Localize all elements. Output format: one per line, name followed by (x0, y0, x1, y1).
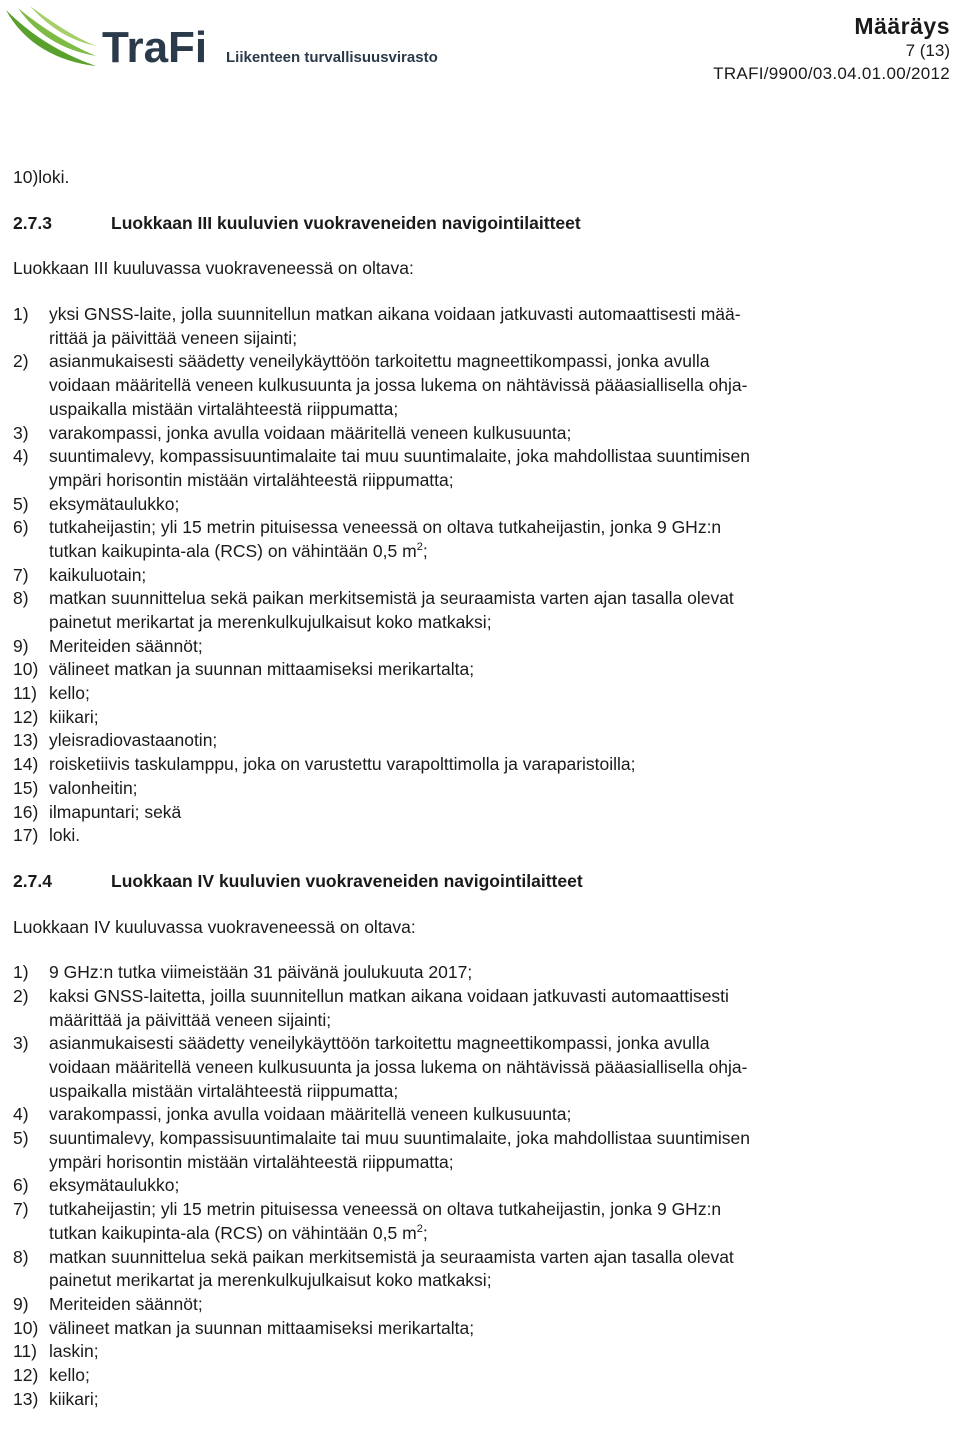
list-item-text: yleisradiovastaanotin; (49, 730, 218, 751)
logo-wordmark: TraFi (102, 23, 208, 72)
list-item (13, 1032, 958, 1103)
list-item (13, 777, 958, 801)
list-item-number: 2) (13, 351, 29, 372)
list-item (13, 422, 958, 446)
list-item-first-line (13, 801, 958, 825)
list-item-text: valonheitin; (49, 777, 138, 798)
list-item-number: 5) (13, 493, 29, 514)
list-item-first-line (13, 682, 958, 706)
list-item-number: 1) (13, 962, 29, 983)
list-item-number: 2) (13, 985, 29, 1006)
list-item-text: loki. (49, 825, 81, 846)
list-item-text: tutkan kaikupinta-ala (RCS) on vähintään 0,5 m (49, 540, 417, 561)
trafi-logo-mark (4, 4, 444, 74)
section-2-7-3-heading (13, 212, 958, 236)
list-item-continuation (13, 374, 958, 398)
list-item-continuation (13, 1009, 958, 1033)
list-item-text: asianmukaisesti säädetty veneilykäyttöön tarkoitettu magneettikompassi, jonka avulla (49, 351, 710, 372)
document-type: Määräys (854, 13, 950, 39)
list-item (13, 985, 958, 1032)
list-item-first-line (13, 1246, 958, 1270)
list-item-text: uspaikalla mistään virtalähteestä riippumatta; (49, 1080, 399, 1101)
list-item (13, 1103, 958, 1127)
list-item-number: 4) (13, 1104, 29, 1125)
list-item (13, 682, 958, 706)
list-item-number: 5) (13, 1128, 29, 1149)
section-2-7-4-heading (13, 870, 958, 894)
list-item-first-line (13, 658, 958, 682)
list-item-text: varakompassi, jonka avulla voidaan määritellä veneen kulkusuunta; (49, 422, 572, 443)
list-item (13, 658, 958, 682)
list-item (13, 493, 958, 517)
list-item-first-line (13, 422, 958, 446)
list-item-number: 7) (13, 1199, 29, 1220)
list-item-first-line (13, 753, 958, 777)
list-item-tail: ; (422, 1222, 428, 1243)
list-item-first-line (13, 824, 958, 848)
list-item-text: tutkaheijastin; yli 15 metrin pituisessa veneessä on oltava tutkaheijastin, jonka 9 GHz:n (49, 1199, 722, 1220)
requirement-list-class-iii (13, 303, 958, 848)
list-item-first-line (13, 1032, 958, 1056)
list-item-text: painetut merikartat ja merenkulkujulkaisut koko matkaksi; (49, 1270, 492, 1291)
list-item-first-line (13, 516, 958, 540)
list-item-number: 1) (13, 304, 29, 325)
list-item-text: laskin; (49, 1341, 99, 1362)
list-item-first-line (13, 729, 958, 753)
list-item (13, 303, 958, 350)
list-item (13, 1293, 958, 1317)
list-item-text: ilmapuntari; sekä (49, 801, 182, 822)
list-item (13, 1317, 958, 1341)
list-item-continuation (13, 398, 958, 422)
list-item-first-line (13, 1103, 958, 1127)
page-number: 7 (13) (905, 41, 950, 60)
list-item (13, 1246, 958, 1293)
list-item (13, 801, 958, 825)
logo-subtitle: Liikenteen turvallisuusvirasto (226, 49, 438, 66)
list-item-text: määrittää ja päivittää veneen sijainti; (49, 1009, 332, 1030)
list-item-continuation (13, 611, 958, 635)
list-item-text: voidaan määritellä veneen kulkusuunta ja jossa lukema on nähtävissä pääasiallisella ohja- (49, 1057, 748, 1077)
list-item-text: uspaikalla mistään virtalähteestä riippumatta; (49, 398, 399, 419)
list-item-number: 10) (13, 659, 39, 680)
list-item-number: 13) (13, 1388, 39, 1409)
list-item-first-line (13, 1198, 958, 1222)
list-item-first-line (13, 564, 958, 588)
list-item (13, 1127, 958, 1174)
list-item (13, 635, 958, 659)
list-item-number: 4) (13, 446, 29, 467)
list-item (13, 706, 958, 730)
list-item-text: rittää ja päivittää veneen sijainti; (49, 327, 298, 348)
list-item-text: kello; (49, 683, 90, 704)
list-item (13, 516, 958, 563)
list-item-number: 3) (13, 422, 29, 443)
section-number: 2.7.4 (13, 870, 52, 891)
list-item-text: roisketiivis taskulamppu, joka on varustettu varapolttimolla ja varaparistoilla; (49, 754, 636, 775)
list-item-number: 8) (13, 588, 29, 609)
list-item-first-line (13, 1293, 958, 1317)
list-item-text: yksi GNSS-laite, jolla suunnitellun matkan aikana voidaan jatkuvasti automaattisesti mää- (49, 304, 741, 325)
list-item-continuation (13, 1151, 958, 1175)
list-item-text: tutkaheijastin; yli 15 metrin pituisessa veneessä on oltava tutkaheijastin, jonka 9 GHz:n (49, 517, 722, 538)
list-item-first-line (13, 1174, 958, 1198)
list-item (13, 753, 958, 777)
list-item-text: 9 GHz:n tutka viimeistään 31 päivänä joulukuuta 2017; (49, 962, 473, 983)
list-item-text: matkan suunnittelua sekä paikan merkitsemistä ja seuraamista varten ajan tasalla olevat (49, 588, 734, 609)
list-item-number: 15) (13, 777, 39, 798)
list-item-continuation (13, 469, 958, 493)
list-item-number: 7) (13, 564, 29, 585)
list-item-first-line (13, 303, 958, 327)
list-item-text: ympäri horisontin mistään virtalähteestä riippumatta; (49, 1151, 454, 1172)
list-item-continuation (13, 1269, 958, 1293)
list-item (13, 1198, 958, 1245)
trafi-logo (4, 4, 444, 74)
list-item (13, 350, 958, 421)
section-title: Luokkaan III kuuluvien vuokraveneiden navigointilaitteet (111, 212, 581, 233)
list-item (13, 1174, 958, 1198)
list-item-first-line (13, 706, 958, 730)
list-item (13, 961, 958, 985)
list-item-first-line (13, 350, 958, 374)
list-item-first-line (13, 587, 958, 611)
list-item-number: 14) (13, 754, 39, 775)
list-item-text: kello; (49, 1364, 90, 1385)
list-item-text: asianmukaisesti säädetty veneilykäyttöön tarkoitettu magneettikompassi, jonka avulla (49, 1033, 710, 1054)
list-item-text: eksymätaulukko; (49, 493, 180, 514)
list-item-number: 9) (13, 1293, 29, 1314)
list-item-text: välineet matkan ja suunnan mittaamiseksi merikartalta; (49, 1317, 475, 1338)
list-item-text: varakompassi, jonka avulla voidaan määritellä veneen kulkusuunta; (49, 1104, 572, 1125)
list-item-number: 12) (13, 1364, 39, 1385)
list-item-text: painetut merikartat ja merenkulkujulkaisut koko matkaksi; (49, 612, 492, 632)
list-item-number: 11) (13, 1341, 37, 1362)
list-item-number: 10) (13, 1317, 39, 1338)
document-id: TRAFI/9900/03.04.01.00/2012 (713, 64, 950, 83)
list-item-number: 3) (13, 1033, 29, 1054)
list-item-number: 6) (13, 1175, 29, 1196)
list-item-text: suuntimalevy, kompassisuuntimalaite tai muu suuntimalaite, joka mahdollistaa suuntimisen (49, 1128, 750, 1149)
list-item-text: välineet matkan ja suunnan mittaamiseksi merikartalta; (49, 659, 475, 680)
list-item-continuation (13, 1080, 958, 1104)
list-item (13, 729, 958, 753)
list-item-first-line (13, 1340, 958, 1364)
list-item-number: 11) (13, 683, 37, 704)
list-item (13, 1340, 958, 1364)
list-item-first-line (13, 1127, 958, 1151)
list-item-text: tutkan kaikupinta-ala (RCS) on vähintään 0,5 m (49, 1222, 417, 1243)
list-item (13, 824, 958, 848)
requirement-list-class-iv (13, 961, 958, 1411)
section-intro: Luokkaan IV kuuluvassa vuokraveneessä on oltava: (13, 916, 416, 937)
list-item (13, 564, 958, 588)
list-item (13, 445, 958, 492)
list-item-number: 13) (13, 730, 39, 751)
page-header (0, 0, 960, 100)
list-item (13, 1364, 958, 1388)
list-item-first-line (13, 777, 958, 801)
list-item-text: kaksi GNSS-laitetta, joilla suunnitellun matkan aikana voidaan jatkuvasti automaattisesti (49, 985, 729, 1006)
list-item-text: ympäri horisontin mistään virtalähteestä riippumatta; (49, 469, 454, 490)
list-item-continuation (13, 540, 958, 564)
list-item-continuation (13, 1056, 958, 1080)
list-item-text: kiikari; (49, 706, 99, 727)
list-item-text: Meriteiden säännöt; (49, 1293, 203, 1314)
section-number: 2.7.3 (13, 212, 52, 233)
list-item-text: kaikuluotain; (49, 564, 147, 585)
list-item (13, 1388, 958, 1412)
document-body (13, 166, 958, 1411)
list-item (13, 587, 958, 634)
list-item-first-line (13, 1317, 958, 1341)
list-item-number: 6) (13, 517, 29, 538)
list-item-first-line (13, 635, 958, 659)
list-item-number: 12) (13, 706, 39, 727)
list-item-text: Meriteiden säännöt; (49, 635, 203, 656)
superscript: 2 (416, 1222, 423, 1235)
superscript: 2 (416, 541, 423, 554)
header-meta (713, 12, 950, 86)
list-item-first-line (13, 493, 958, 517)
previous-list-item: 10)loki. (13, 167, 70, 187)
list-item-first-line (13, 445, 958, 469)
list-item-number: 9) (13, 635, 29, 656)
list-item-tail: ; (422, 540, 428, 561)
section-title: Luokkaan IV kuuluvien vuokraveneiden navigointilaitteet (111, 870, 583, 891)
section-intro: Luokkaan III kuuluvassa vuokraveneessä on oltava: (13, 258, 414, 279)
list-item-text: voidaan määritellä veneen kulkusuunta ja jossa lukema on nähtävissä pääasiallisella ohja- (49, 375, 748, 396)
list-item-number: 16) (13, 801, 39, 822)
list-item-first-line (13, 1364, 958, 1388)
list-item-text: eksymätaulukko; (49, 1175, 180, 1196)
list-item-text: kiikari; (49, 1388, 99, 1409)
list-item-number: 17) (13, 825, 39, 846)
list-item-text: matkan suunnittelua sekä paikan merkitsemistä ja seuraamista varten ajan tasalla olevat (49, 1246, 734, 1267)
list-item-first-line (13, 961, 958, 985)
list-item-first-line (13, 985, 958, 1009)
list-item-first-line (13, 1388, 958, 1412)
list-item-number: 8) (13, 1246, 29, 1267)
list-item-continuation (13, 327, 958, 351)
list-item-text: suuntimalevy, kompassisuuntimalaite tai muu suuntimalaite, joka mahdollistaa suuntimisen (49, 446, 750, 467)
list-item-continuation (13, 1222, 958, 1246)
